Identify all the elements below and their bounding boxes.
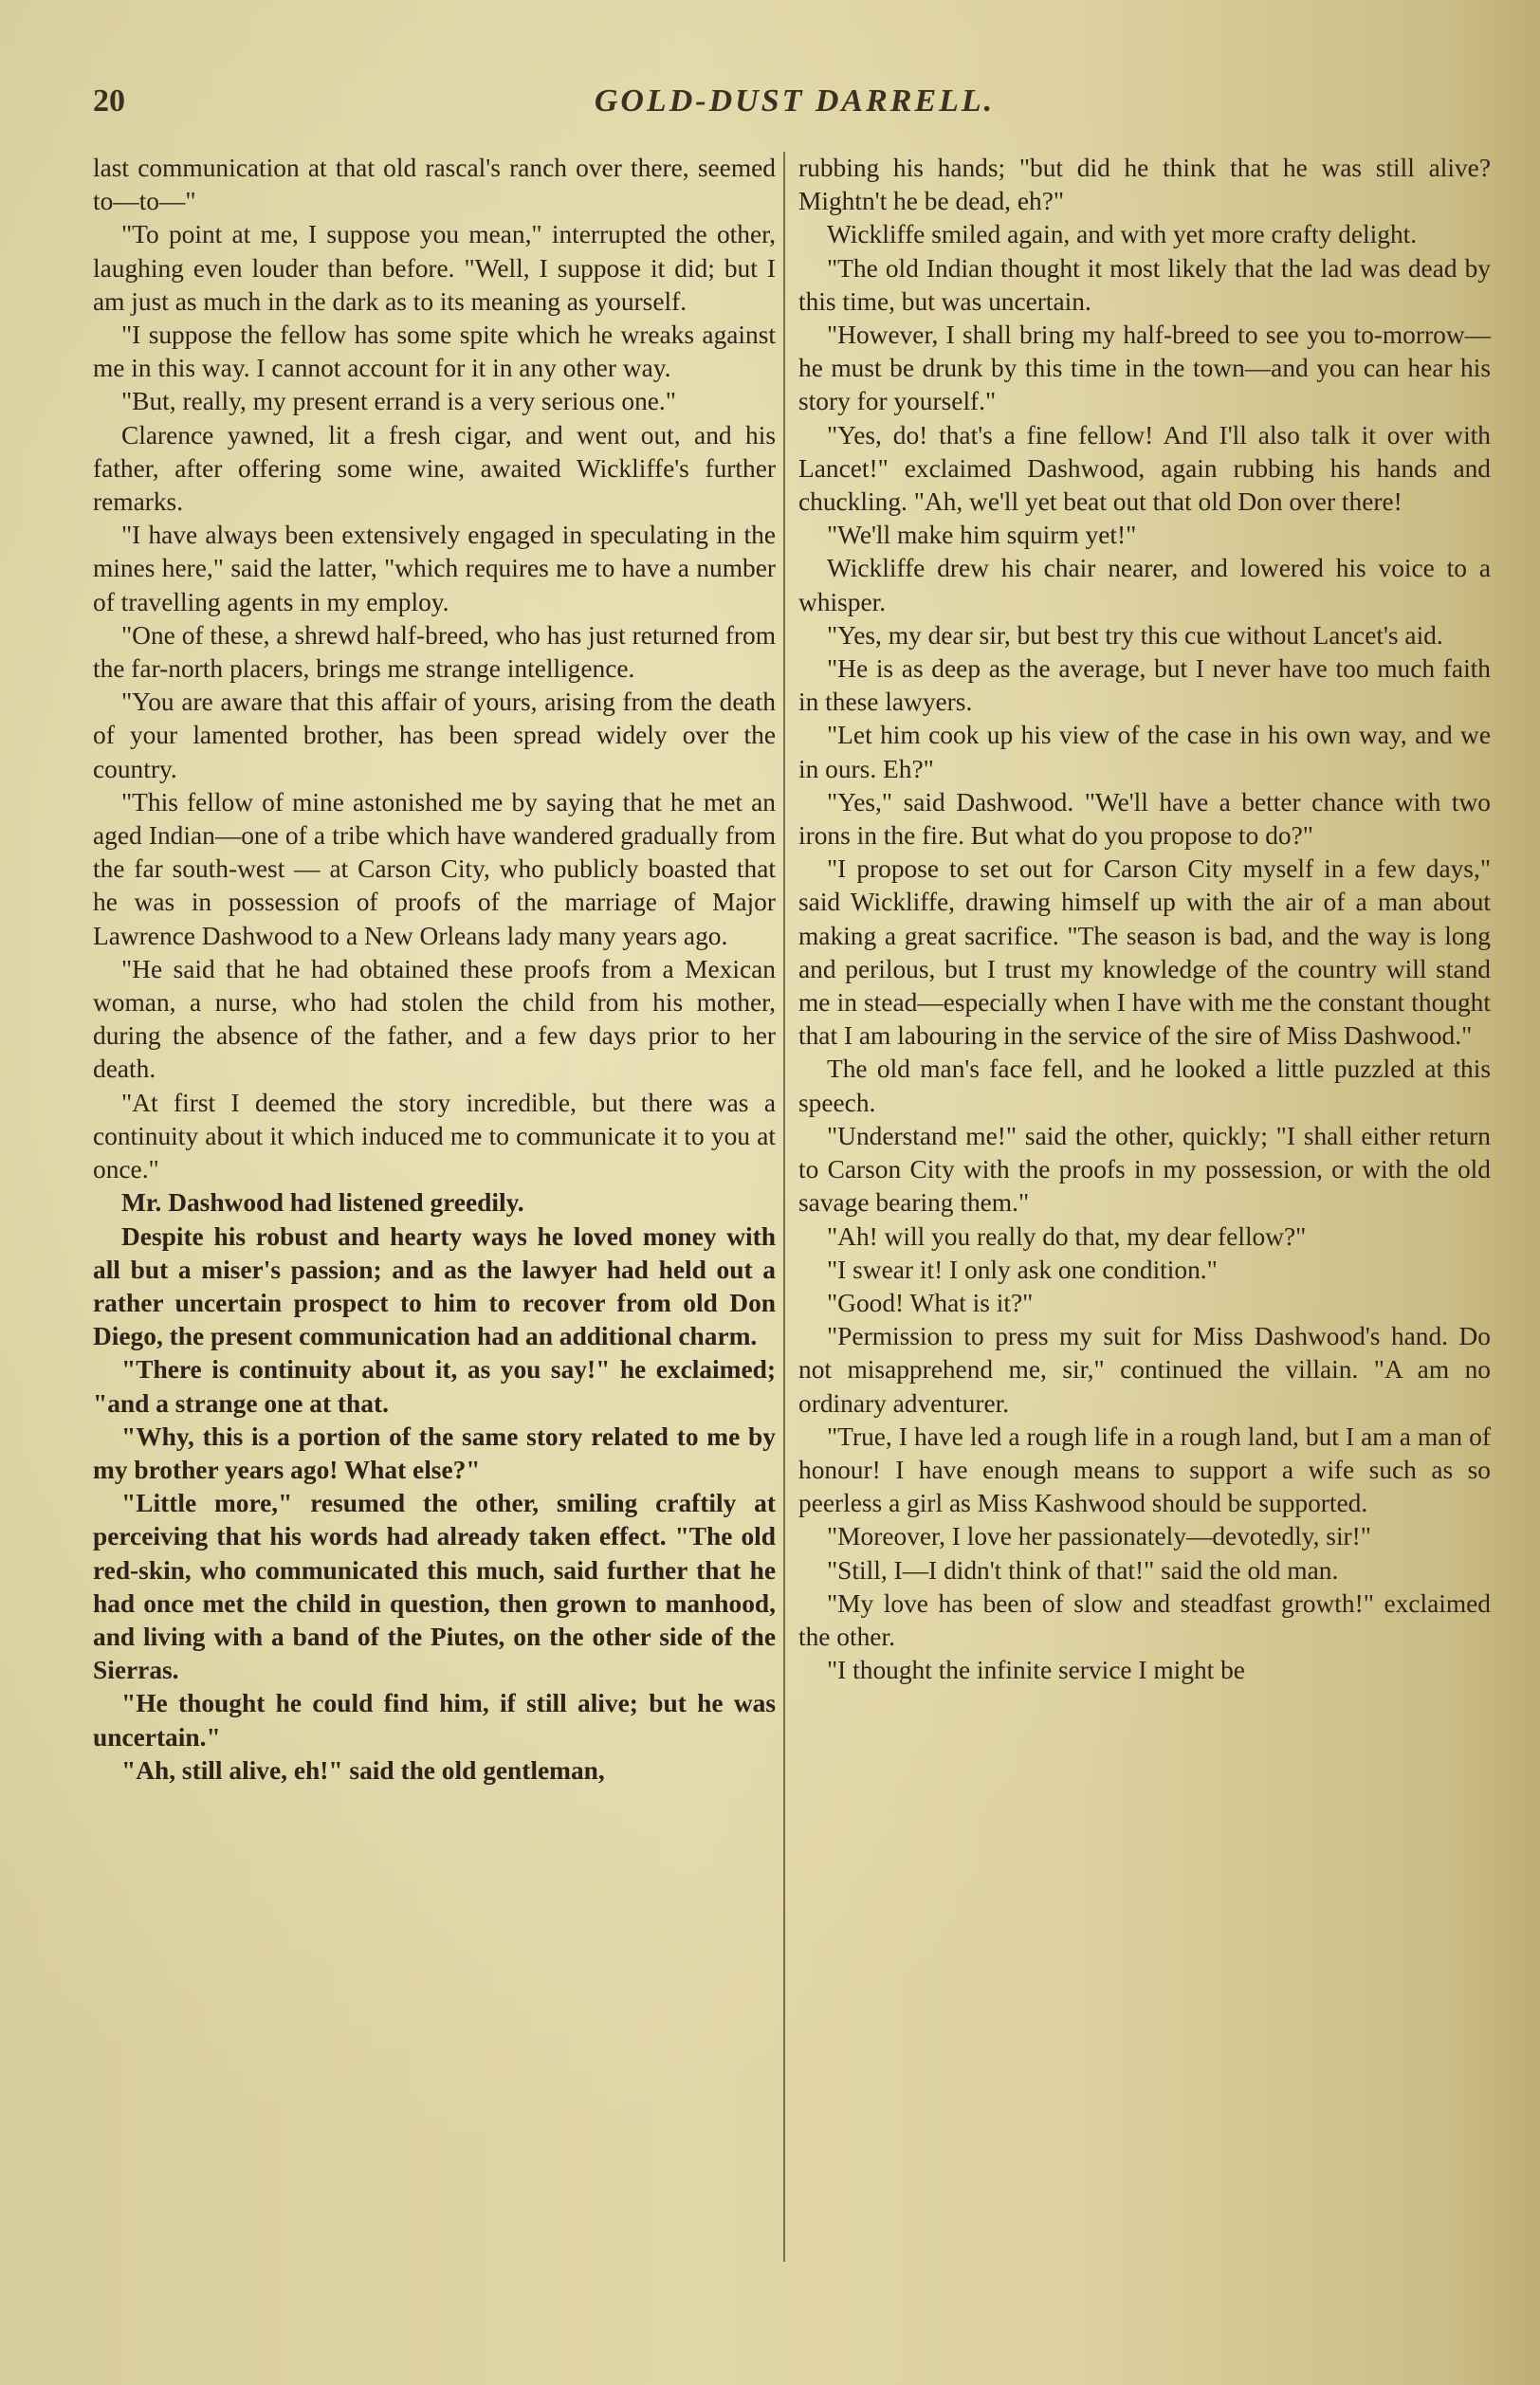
- paragraph: "The old Indian thought it most likely that the lad was dead by this time, but was uncertain.: [798, 253, 1491, 316]
- paragraph: "You are aware that this affair of yours, arising from the death of your lamented brother, has been spread widely over the country.: [93, 688, 776, 783]
- paragraph: "Permission to press my suit for Miss Dashwood's hand. Do not misapprehend me, sir," continued the villain. "A am no ordinary adventurer.: [798, 1322, 1491, 1418]
- paragraph: "Yes, do! that's a fine fellow! And I'll also talk it over with Lancet!" exclaimed Dashwood, again rubbing his hands and chuckling. "Ah, we'll yet beat out that old Don over there!: [798, 420, 1491, 517]
- paragraph: "Understand me!" said the other, quickly; "I shall either return to Carson City with the proofs in my possession, or with the old savage bearing them.": [798, 1121, 1491, 1218]
- paragraph: "We'll make him squirm yet!": [827, 521, 1137, 550]
- paragraph: "Ah, still alive, eh!" said the old gentleman,: [121, 1755, 605, 1785]
- paragraph: "However, I shall bring my half-breed to see you to-morrow—he must be drunk by this time in the town—and you can hear his story for yourself.": [798, 321, 1491, 416]
- paragraph: Wickliffe drew his chair nearer, and lowered his voice to a whisper.: [798, 554, 1491, 616]
- paragraph: "He is as deep as the average, but I never have too much faith in these lawyers.: [798, 654, 1491, 717]
- paragraph: "Little more," resumed the other, smiling craftily at perceiving that his words had already taken effect. "The old red-skin, who communicated this much, said further that he had once met the child in question, then grown to manhood, and living with a band of the Piutes, on the other side of the Sierras.: [93, 1489, 776, 1685]
- paragraph: "Good! What is it?": [827, 1288, 1034, 1317]
- paragraph: The old man's face fell, and he looked a little puzzled at this speech.: [798, 1055, 1491, 1117]
- paragraph: "At first I deemed the story incredible, but there was a continuity about it which induced me to communicate it to you at once.": [93, 1088, 776, 1184]
- paragraph: Despite his robust and hearty ways he loved money with all but a miser's passion; and as the lawyer had held out a rather uncertain prospect to him to recover from old Don Diego, the present communication had an additional charm.: [93, 1221, 776, 1351]
- left-column: [93, 152, 776, 1788]
- paragraph: "My love has been of slow and steadfast growth!" exclaimed the other.: [798, 1588, 1491, 1651]
- paragraph: "To point at me, I suppose you mean," interrupted the other, laughing even louder than before. "Well, I suppose it did; but I am just as much in the dark as to its meaning as yourself.: [93, 220, 776, 316]
- paragraph: "Still, I—I didn't think of that!" said the old man.: [827, 1555, 1339, 1585]
- paragraph: Clarence yawned, lit a fresh cigar, and went out, and his father, after offering some wine, awaited Wickliffe's further remarks.: [93, 420, 776, 517]
- paragraph: "Ah! will you really do that, my dear fellow?": [827, 1221, 1307, 1251]
- paragraph: "He thought he could find him, if still alive; but he was uncertain.": [93, 1689, 776, 1752]
- paragraph: last communication at that old rascal's ranch over there, seemed to—to—": [93, 154, 776, 216]
- right-column: [798, 152, 1491, 1687]
- paragraph: "This fellow of mine astonished me by saying that he met an aged Indian—one of a tribe which have wandered gradually from the far south-west — at Carson City, who publicly boasted that he was in possession of proofs of the marriage of Major Lawrence Dashwood to a New Orleans lady many years ago.: [93, 787, 776, 950]
- paragraph: "He said that he had obtained these proofs from a Mexican woman, a nurse, who had stolen the child from his mother, during the absence of the father, and a few days prior to her death.: [93, 954, 776, 1084]
- paragraph: rubbing his hands; "but did he think that he was still alive? Mightn't he be dead, eh?": [798, 154, 1491, 216]
- paragraph: "There is continuity about it, as you say!" he exclaimed; "and a strange one at that.: [93, 1355, 776, 1418]
- paragraph: "Yes," said Dashwood. "We'll have a better chance with two irons in the fire. But what do you propose to do?": [798, 787, 1491, 851]
- page-header: [93, 83, 1496, 131]
- paragraph: "Why, this is a portion of the same story related to me by my brother years ago! What else?": [93, 1422, 776, 1484]
- column-divider: [783, 152, 785, 2262]
- running-title: GOLD-DUST DARRELL.: [594, 83, 996, 119]
- paragraph: "True, I have led a rough life in a rough land, but I am a man of honour! I have enough means to support a wife such as so peerless a girl as Miss Kashwood should be supported.: [798, 1422, 1491, 1518]
- paragraph: "I suppose the fellow has some spite which he wreaks against me in this way. I cannot account for it in any other way.: [93, 321, 776, 383]
- page-number: 20: [93, 83, 125, 119]
- paragraph: Wickliffe smiled again, and with yet more crafty delight.: [827, 220, 1418, 249]
- paragraph: "But, really, my present errand is a very serious one.": [121, 387, 676, 416]
- paragraph: "I propose to set out for Carson City myself in a few days," said Wickliffe, drawing himself up with the air of a man about making a great sacrifice. "The season is bad, and the way is long and perilous, but I trust my knowledge of the country will stand me in stead—especially when I have with me the constant thought that I am labouring in the service of the sire of Miss Dashwood.": [798, 854, 1491, 1051]
- paragraph: "Let him cook up his view of the case in his own way, and we in ours. Eh?": [798, 721, 1491, 783]
- paragraph: "Yes, my dear sir, but best try this cue without Lancet's aid.: [827, 620, 1443, 650]
- paragraph: "One of these, a shrewd half-breed, who has just returned from the far-north placers, brings me strange intelligence.: [93, 620, 776, 684]
- paragraph: "I swear it! I only ask one condition.": [827, 1255, 1218, 1284]
- paragraph: Mr. Dashwood had listened greedily.: [121, 1188, 524, 1218]
- paragraph: "Moreover, I love her passionately—devotedly, sir!": [827, 1522, 1371, 1551]
- paragraph: "I thought the infinite service I might be: [827, 1656, 1245, 1685]
- paragraph: "I have always been extensively engaged in speculating in the mines here," said the latter, "which requires me to have a number of travelling agents in my employ.: [93, 521, 776, 616]
